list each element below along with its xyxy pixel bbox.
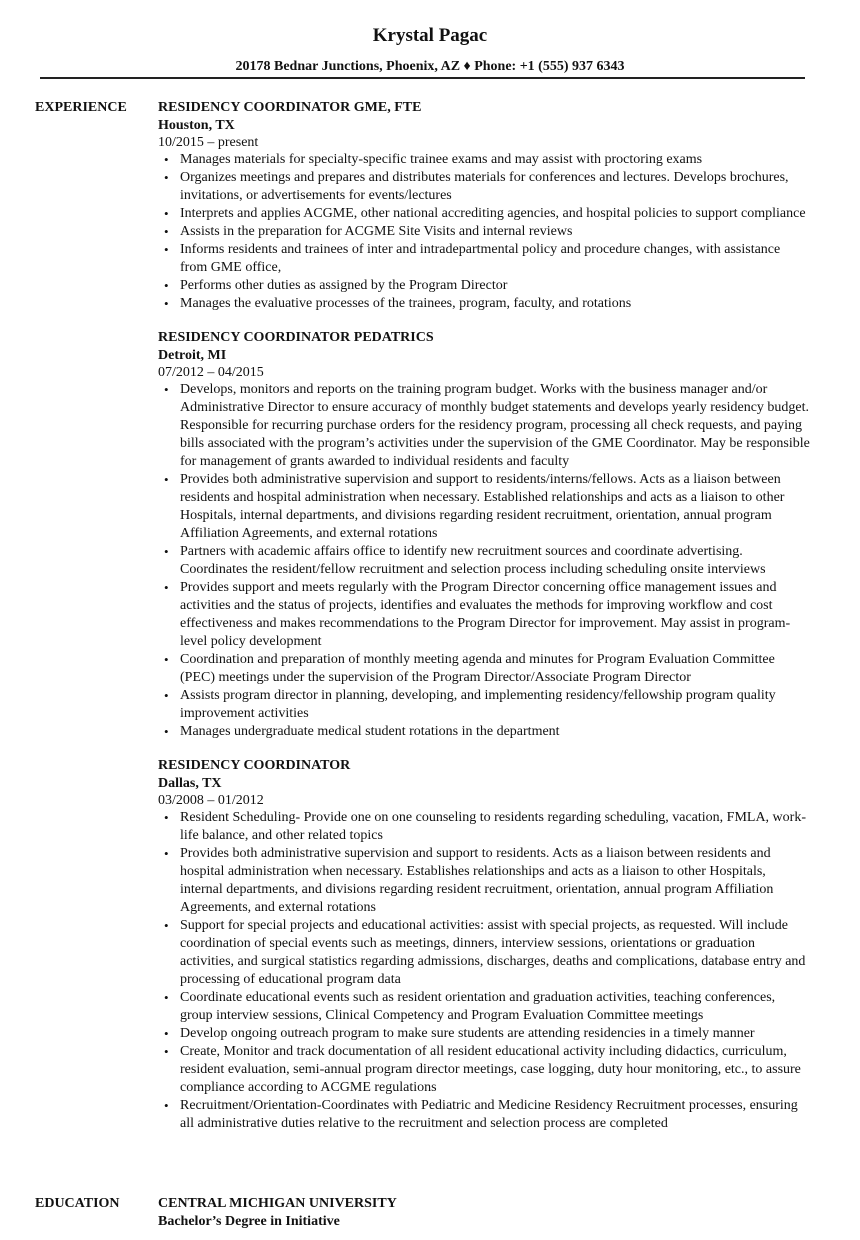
job-location: Detroit, MI	[158, 348, 227, 363]
job-duties-list	[158, 381, 810, 741]
job-duty-item: • Organizes meetings and prepares and distributes materials for conferences and lectures. Develops brochures, invitations, or advertisements for events/lectures	[158, 169, 810, 205]
job-duty-item: • Coordinate educational events such as resident orientation and graduation activities, teaching conferences, group interview sessions, Clinical Competency and Program Evaluation Committee meetings	[158, 989, 810, 1025]
job-entry	[158, 329, 810, 741]
job-dates: 03/2008 – 01/2012	[158, 793, 264, 808]
job-entry	[158, 757, 810, 1133]
job-duty-item: • Develops, monitors and reports on the training program budget. Works with the business manager and/or Administrative Director to ensure accuracy of monthly budget statements and develops yearly residency budget. Responsible for recurring purchase orders for the residency program, processing all check requests, and paying bills associated with the program’s activities under the supervision of the GME Coordinator. May be responsible for management of grants awarded to individual residents and faculty	[158, 381, 810, 471]
job-title: RESIDENCY COORDINATOR GME, FTE	[158, 100, 422, 115]
job-duty-item: • Develop ongoing outreach program to make sure students are attending residencies in a timely manner	[158, 1025, 810, 1043]
contact-line: 20178 Bednar Junctions, Phoenix, AZ ♦ Phone: +1 (555) 937 6343	[235, 59, 625, 74]
job-duty-item: • Support for special projects and educational activities: assist with special projects, as requested. Will include coordination of special events such as meetings, dinners, interview sessions, orientations or graduation activities, and surgical statistics regarding admissions, discharges, deaths and complications, database entry and processing of educational program data	[158, 917, 810, 989]
job-dates: 07/2012 – 04/2015	[158, 365, 264, 380]
job-location: Dallas, TX	[158, 776, 222, 791]
job-duty-item: • Create, Monitor and track documentation of all resident educational activity including didactics, curriculum, resident evaluation, semi-annual program director meetings, case logging, duty hour monitoring, etc., to assure compliance according to ACGME regulations	[158, 1043, 810, 1097]
education-school: CENTRAL MICHIGAN UNIVERSITY	[158, 1196, 397, 1211]
job-duty-item: • Provides both administrative supervision and support to residents. Acts as a liaison between residents and hospital administration when necessary. Establishes relationships and acts as a liaison to other Hospitals, internal departments, and divisions regarding resident recruitment, orientation, annual program Affiliation Agreements, and external rotations	[158, 845, 810, 917]
education-section	[158, 1195, 810, 1231]
job-duty-item: • Manages the evaluative processes of the trainees, program, faculty, and rotations	[158, 295, 810, 313]
job-location: Houston, TX	[158, 118, 235, 133]
job-duties-list	[158, 809, 810, 1133]
job-duty-item: • Manages undergraduate medical student rotations in the department	[158, 723, 810, 741]
job-duty-item: • Assists in the preparation for ACGME Site Visits and internal reviews	[158, 223, 810, 241]
job-duty-item: • Partners with academic affairs office to identify new recruitment sources and coordinate advertising. Coordinates the resident/fellow recruitment and selection process including scheduling onsite interviews	[158, 543, 810, 579]
header-divider	[40, 77, 805, 79]
education-section-label: EDUCATION	[35, 1196, 120, 1211]
job-duty-item: • Manages materials for specialty-specific trainee exams and may assist with proctoring exams	[158, 151, 810, 169]
experience-section	[158, 99, 810, 1133]
job-duty-item: • Provides support and meets regularly with the Program Director concerning office management issues and activities and the status of projects, identifies and evaluates the methods for improving workflow and cost effectiveness and makes recommendations to the Program Director for improvement. May assist in program-level policy development	[158, 579, 810, 651]
job-duty-item: • Resident Scheduling- Provide one on one counseling to residents regarding scheduling, vacation, FMLA, work-life balance, and other related topics	[158, 809, 810, 845]
job-duties-list	[158, 151, 810, 313]
candidate-name: Krystal Pagac	[372, 25, 488, 46]
job-title: RESIDENCY COORDINATOR PEDATRICS	[158, 330, 434, 345]
experience-section-label: EXPERIENCE	[35, 100, 127, 115]
job-duty-item: • Informs residents and trainees of inter and intradepartmental policy and procedure changes, with assistance from GME office,	[158, 241, 810, 277]
job-duty-item: • Assists program director in planning, developing, and implementing residency/fellowship program quality improvement activities	[158, 687, 810, 723]
job-duty-item: • Recruitment/Orientation-Coordinates with Pediatric and Medicine Residency Recruitment processes, ensuring all administrative duties relative to the recruitment and selection process are completed	[158, 1097, 810, 1133]
job-duty-item: • Provides both administrative supervision and support to residents/interns/fellows. Acts as a liaison between residents and hospital administration when necessary. Established relationships and acts as a liaison to other Hospitals, internal departments, and divisions regarding resident recruitment, orientation, annual program Affiliation Agreements, and external rotations	[158, 471, 810, 543]
job-title: RESIDENCY COORDINATOR	[158, 758, 351, 773]
job-duty-item: • Performs other duties as assigned by the Program Director	[158, 277, 810, 295]
job-dates: 10/2015 – present	[158, 135, 259, 150]
job-entry	[158, 99, 810, 313]
job-duty-item: • Coordination and preparation of monthly meeting agenda and minutes for Program Evaluation Committee (PEC) meetings under the supervision of the Program Director/Associate Program Director	[158, 651, 810, 687]
job-duty-item: • Interprets and applies ACGME, other national accrediting agencies, and hospital policies to support compliance	[158, 205, 810, 223]
education-degree: Bachelor’s Degree in Initiative	[158, 1214, 340, 1229]
